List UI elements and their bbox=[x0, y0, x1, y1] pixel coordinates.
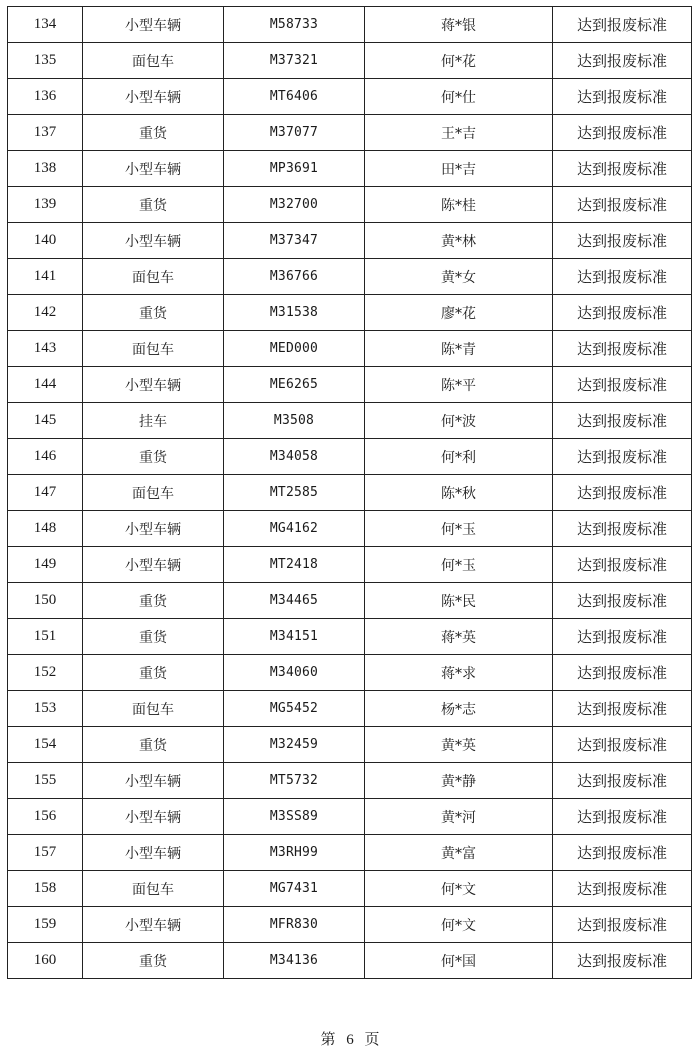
plate-number-cell: MT6406 bbox=[224, 79, 365, 115]
row-number-cell: 157 bbox=[8, 835, 83, 871]
plate-number-cell: M37321 bbox=[224, 43, 365, 79]
row-number-cell: 154 bbox=[8, 727, 83, 763]
vehicle-type-cell: 小型车辆 bbox=[83, 835, 224, 871]
vehicle-type-cell: 重货 bbox=[83, 439, 224, 475]
vehicle-type-cell: 面包车 bbox=[83, 43, 224, 79]
row-number-cell: 143 bbox=[8, 331, 83, 367]
plate-number-cell: MG7431 bbox=[224, 871, 365, 907]
vehicle-type-cell: 小型车辆 bbox=[83, 907, 224, 943]
vehicle-type-cell: 面包车 bbox=[83, 691, 224, 727]
table-row bbox=[8, 403, 692, 439]
table-row bbox=[8, 907, 692, 943]
plate-number-cell: MG4162 bbox=[224, 511, 365, 547]
status-cell: 达到报废标准 bbox=[553, 115, 692, 151]
status-cell: 达到报废标准 bbox=[553, 907, 692, 943]
owner-name-cell: 何*文 bbox=[365, 907, 553, 943]
status-cell: 达到报废标准 bbox=[553, 151, 692, 187]
owner-name-cell: 黄*静 bbox=[365, 763, 553, 799]
vehicle-type-cell: 小型车辆 bbox=[83, 547, 224, 583]
vehicle-type-cell: 重货 bbox=[83, 115, 224, 151]
status-cell: 达到报废标准 bbox=[553, 727, 692, 763]
vehicle-type-cell: 面包车 bbox=[83, 871, 224, 907]
table-row bbox=[8, 475, 692, 511]
plate-number-cell: MFR830 bbox=[224, 907, 365, 943]
plate-number-cell: M34060 bbox=[224, 655, 365, 691]
table-row bbox=[8, 151, 692, 187]
status-cell: 达到报废标准 bbox=[553, 871, 692, 907]
plate-number-cell: M3SS89 bbox=[224, 799, 365, 835]
owner-name-cell: 何*波 bbox=[365, 403, 553, 439]
page-number: 6 bbox=[346, 1032, 354, 1048]
owner-name-cell: 黄*女 bbox=[365, 259, 553, 295]
vehicle-type-cell: 重货 bbox=[83, 187, 224, 223]
plate-number-cell: M3RH99 bbox=[224, 835, 365, 871]
vehicle-type-cell: 面包车 bbox=[83, 259, 224, 295]
status-cell: 达到报废标准 bbox=[553, 223, 692, 259]
plate-number-cell: MED000 bbox=[224, 331, 365, 367]
row-number-cell: 142 bbox=[8, 295, 83, 331]
status-cell: 达到报废标准 bbox=[553, 511, 692, 547]
plate-number-cell: M3508 bbox=[224, 403, 365, 439]
row-number-cell: 158 bbox=[8, 871, 83, 907]
table-row bbox=[8, 727, 692, 763]
owner-name-cell: 田*吉 bbox=[365, 151, 553, 187]
owner-name-cell: 蒋*英 bbox=[365, 619, 553, 655]
status-cell: 达到报废标准 bbox=[553, 367, 692, 403]
vehicle-type-cell: 小型车辆 bbox=[83, 367, 224, 403]
owner-name-cell: 黄*河 bbox=[365, 799, 553, 835]
vehicle-type-cell: 重货 bbox=[83, 943, 224, 979]
vehicle-type-cell: 重货 bbox=[83, 655, 224, 691]
vehicle-type-cell: 小型车辆 bbox=[83, 79, 224, 115]
plate-number-cell: M36766 bbox=[224, 259, 365, 295]
row-number-cell: 134 bbox=[8, 7, 83, 43]
plate-number-cell: MT2585 bbox=[224, 475, 365, 511]
vehicle-type-cell: 面包车 bbox=[83, 475, 224, 511]
page-label-prefix: 第 bbox=[320, 1030, 336, 1048]
status-cell: 达到报废标准 bbox=[553, 475, 692, 511]
plate-number-cell: MT2418 bbox=[224, 547, 365, 583]
owner-name-cell: 陈*民 bbox=[365, 583, 553, 619]
status-cell: 达到报废标准 bbox=[553, 547, 692, 583]
owner-name-cell: 陈*秋 bbox=[365, 475, 553, 511]
status-cell: 达到报废标准 bbox=[553, 583, 692, 619]
owner-name-cell: 陈*桂 bbox=[365, 187, 553, 223]
table-row bbox=[8, 79, 692, 115]
vehicle-type-cell: 小型车辆 bbox=[83, 511, 224, 547]
plate-number-cell: M58733 bbox=[224, 7, 365, 43]
row-number-cell: 138 bbox=[8, 151, 83, 187]
row-number-cell: 159 bbox=[8, 907, 83, 943]
table-row bbox=[8, 655, 692, 691]
owner-name-cell: 黄*英 bbox=[365, 727, 553, 763]
vehicle-type-cell: 重货 bbox=[83, 727, 224, 763]
plate-number-cell: MP3691 bbox=[224, 151, 365, 187]
table-row bbox=[8, 547, 692, 583]
row-number-cell: 156 bbox=[8, 799, 83, 835]
table-body bbox=[8, 7, 692, 979]
plate-number-cell: M37077 bbox=[224, 115, 365, 151]
page-footer bbox=[0, 1028, 700, 1049]
row-number-cell: 145 bbox=[8, 403, 83, 439]
vehicle-type-cell: 小型车辆 bbox=[83, 223, 224, 259]
table-row bbox=[8, 331, 692, 367]
owner-name-cell: 王*吉 bbox=[365, 115, 553, 151]
table-row bbox=[8, 43, 692, 79]
table-row bbox=[8, 187, 692, 223]
plate-number-cell: MG5452 bbox=[224, 691, 365, 727]
plate-number-cell: M31538 bbox=[224, 295, 365, 331]
vehicle-type-cell: 小型车辆 bbox=[83, 799, 224, 835]
status-cell: 达到报废标准 bbox=[553, 403, 692, 439]
vehicle-type-cell: 小型车辆 bbox=[83, 151, 224, 187]
vehicle-type-cell: 重货 bbox=[83, 583, 224, 619]
owner-name-cell: 何*国 bbox=[365, 943, 553, 979]
owner-name-cell: 陈*平 bbox=[365, 367, 553, 403]
row-number-cell: 147 bbox=[8, 475, 83, 511]
owner-name-cell: 何*玉 bbox=[365, 547, 553, 583]
row-number-cell: 155 bbox=[8, 763, 83, 799]
vehicle-type-cell: 重货 bbox=[83, 295, 224, 331]
page-label-suffix: 页 bbox=[364, 1030, 380, 1048]
table-row bbox=[8, 439, 692, 475]
table-row bbox=[8, 691, 692, 727]
row-number-cell: 136 bbox=[8, 79, 83, 115]
status-cell: 达到报废标准 bbox=[553, 835, 692, 871]
row-number-cell: 148 bbox=[8, 511, 83, 547]
status-cell: 达到报废标准 bbox=[553, 295, 692, 331]
status-cell: 达到报废标准 bbox=[553, 187, 692, 223]
table-row bbox=[8, 871, 692, 907]
owner-name-cell: 蒋*求 bbox=[365, 655, 553, 691]
table-row bbox=[8, 583, 692, 619]
table-row bbox=[8, 943, 692, 979]
row-number-cell: 139 bbox=[8, 187, 83, 223]
table-row bbox=[8, 835, 692, 871]
status-cell: 达到报废标准 bbox=[553, 799, 692, 835]
plate-number-cell: M34151 bbox=[224, 619, 365, 655]
table-row bbox=[8, 115, 692, 151]
table-row bbox=[8, 511, 692, 547]
owner-name-cell: 廖*花 bbox=[365, 295, 553, 331]
row-number-cell: 135 bbox=[8, 43, 83, 79]
owner-name-cell: 杨*志 bbox=[365, 691, 553, 727]
owner-name-cell: 蒋*银 bbox=[365, 7, 553, 43]
plate-number-cell: ME6265 bbox=[224, 367, 365, 403]
plate-number-cell: M34058 bbox=[224, 439, 365, 475]
plate-number-cell: M37347 bbox=[224, 223, 365, 259]
owner-name-cell: 何*文 bbox=[365, 871, 553, 907]
plate-number-cell: M34465 bbox=[224, 583, 365, 619]
vehicle-scrap-table bbox=[7, 6, 692, 979]
status-cell: 达到报废标准 bbox=[553, 619, 692, 655]
table-row bbox=[8, 7, 692, 43]
vehicle-type-cell: 小型车辆 bbox=[83, 7, 224, 43]
table-row bbox=[8, 295, 692, 331]
row-number-cell: 141 bbox=[8, 259, 83, 295]
table-row bbox=[8, 259, 692, 295]
status-cell: 达到报废标准 bbox=[553, 331, 692, 367]
status-cell: 达到报废标准 bbox=[553, 943, 692, 979]
plate-number-cell: M32459 bbox=[224, 727, 365, 763]
plate-number-cell: MT5732 bbox=[224, 763, 365, 799]
owner-name-cell: 何*利 bbox=[365, 439, 553, 475]
owner-name-cell: 黄*富 bbox=[365, 835, 553, 871]
table-row bbox=[8, 799, 692, 835]
table-row bbox=[8, 367, 692, 403]
vehicle-type-cell: 挂车 bbox=[83, 403, 224, 439]
status-cell: 达到报废标准 bbox=[553, 259, 692, 295]
vehicle-type-cell: 重货 bbox=[83, 619, 224, 655]
status-cell: 达到报废标准 bbox=[553, 691, 692, 727]
status-cell: 达到报废标准 bbox=[553, 7, 692, 43]
row-number-cell: 146 bbox=[8, 439, 83, 475]
row-number-cell: 152 bbox=[8, 655, 83, 691]
vehicle-table-container bbox=[7, 6, 691, 979]
status-cell: 达到报废标准 bbox=[553, 655, 692, 691]
vehicle-type-cell: 面包车 bbox=[83, 331, 224, 367]
owner-name-cell: 黄*林 bbox=[365, 223, 553, 259]
plate-number-cell: M34136 bbox=[224, 943, 365, 979]
table-row bbox=[8, 223, 692, 259]
row-number-cell: 140 bbox=[8, 223, 83, 259]
row-number-cell: 137 bbox=[8, 115, 83, 151]
row-number-cell: 150 bbox=[8, 583, 83, 619]
table-row bbox=[8, 763, 692, 799]
status-cell: 达到报废标准 bbox=[553, 43, 692, 79]
status-cell: 达到报废标准 bbox=[553, 79, 692, 115]
vehicle-type-cell: 小型车辆 bbox=[83, 763, 224, 799]
status-cell: 达到报废标准 bbox=[553, 763, 692, 799]
owner-name-cell: 何*花 bbox=[365, 43, 553, 79]
row-number-cell: 151 bbox=[8, 619, 83, 655]
row-number-cell: 160 bbox=[8, 943, 83, 979]
plate-number-cell: M32700 bbox=[224, 187, 365, 223]
table-row bbox=[8, 619, 692, 655]
owner-name-cell: 何*仕 bbox=[365, 79, 553, 115]
row-number-cell: 149 bbox=[8, 547, 83, 583]
status-cell: 达到报废标准 bbox=[553, 439, 692, 475]
row-number-cell: 153 bbox=[8, 691, 83, 727]
owner-name-cell: 陈*青 bbox=[365, 331, 553, 367]
row-number-cell: 144 bbox=[8, 367, 83, 403]
owner-name-cell: 何*玉 bbox=[365, 511, 553, 547]
